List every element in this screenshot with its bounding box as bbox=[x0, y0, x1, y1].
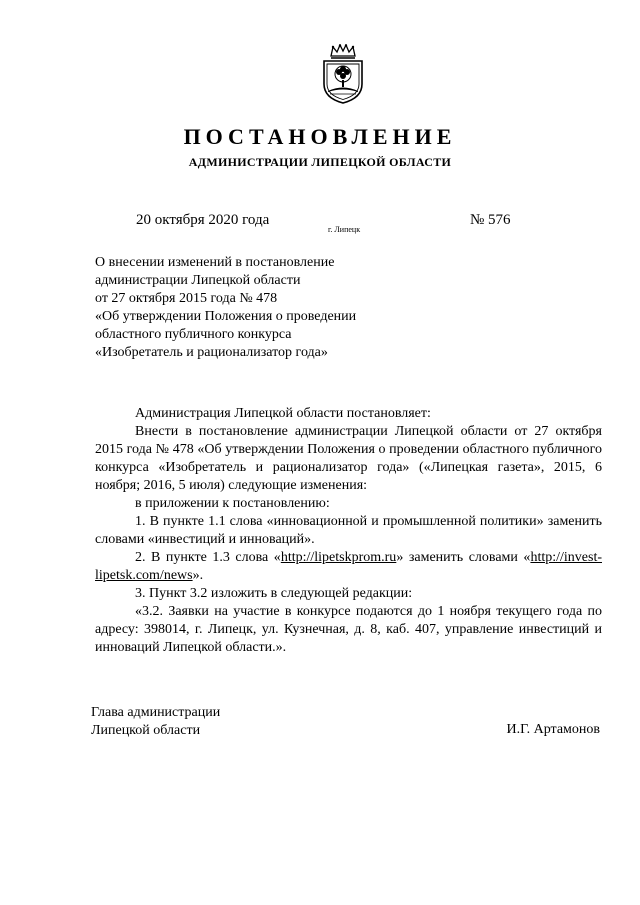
document-body bbox=[95, 405, 602, 657]
link-lipetskprom[interactable]: http://lipetskprom.ru bbox=[280, 550, 397, 565]
paragraph-amend: Внести в постановление администрации Липецкой области от 27 октября 2015 года № 478 «Об утверждении Положения о проведении областного публичного конкурса «Изобретатель и рационализатор года» («Липецкая газета», 2015, 6 ноября; 2016, 5 июля) следующие изменения: bbox=[95, 424, 602, 493]
item-2-text-end: ». bbox=[192, 568, 204, 583]
subject-line: от 27 октября 2015 года № 478 bbox=[95, 291, 278, 306]
paragraph-item-3-2: «3.2. Заявки на участие в конкурсе подаются до 1 ноября текущего года по адресу: 398014, г. Липецк, ул. Кузнечная, д. 8, каб. 407, управление инвестиций и инноваций Липецкой области.». bbox=[95, 604, 602, 655]
subject-line: администрации Липецкой области bbox=[95, 273, 301, 288]
subject-line: О внесении изменений в постановление bbox=[95, 255, 335, 270]
document-city: г. Липецк bbox=[328, 225, 361, 234]
item-2-text-middle: » заменить словами « bbox=[396, 550, 531, 565]
signer-position bbox=[91, 704, 220, 740]
coat-of-arms-icon bbox=[320, 44, 366, 104]
item-2-text-start: 2. В пункте 1.3 слова « bbox=[135, 550, 281, 565]
document-date: 20 октября 2020 года bbox=[136, 212, 270, 228]
paragraph-resolves: Администрация Липецкой области постановляет: bbox=[135, 406, 431, 421]
paragraph-item-3: 3. Пункт 3.2 изложить в следующей редакции: bbox=[135, 586, 413, 601]
subject-line: «Об утверждении Положения о проведении bbox=[95, 309, 357, 324]
paragraph-item-1: 1. В пункте 1.1 слова «инновационной и промышленной политики» заменить словами «инвестиций и инноваций». bbox=[95, 514, 602, 547]
document-issuer: АДМИНИСТРАЦИИ ЛИПЕЦКОЙ ОБЛАСТИ bbox=[188, 155, 452, 169]
document-title: ПОСТАНОВЛЕНИЕ bbox=[183, 124, 457, 149]
paragraph-item-2 bbox=[95, 549, 602, 585]
signer-name: И.Г. Артамонов bbox=[506, 722, 600, 737]
subject-line: областного публичного конкурса bbox=[95, 327, 292, 342]
subject-line: «Изобретатель и рационализатор года» bbox=[95, 345, 328, 360]
link-invest-lipetsk[interactable]: http://invest-lipetsk.com/news bbox=[95, 550, 602, 583]
paragraph-appendix: в приложении к постановлению: bbox=[135, 496, 330, 511]
document-number: № 576 bbox=[470, 212, 511, 228]
document-subject bbox=[95, 254, 415, 362]
signer-position-line: Липецкой области bbox=[91, 723, 201, 738]
signer-position-line: Глава администрации bbox=[91, 705, 221, 720]
